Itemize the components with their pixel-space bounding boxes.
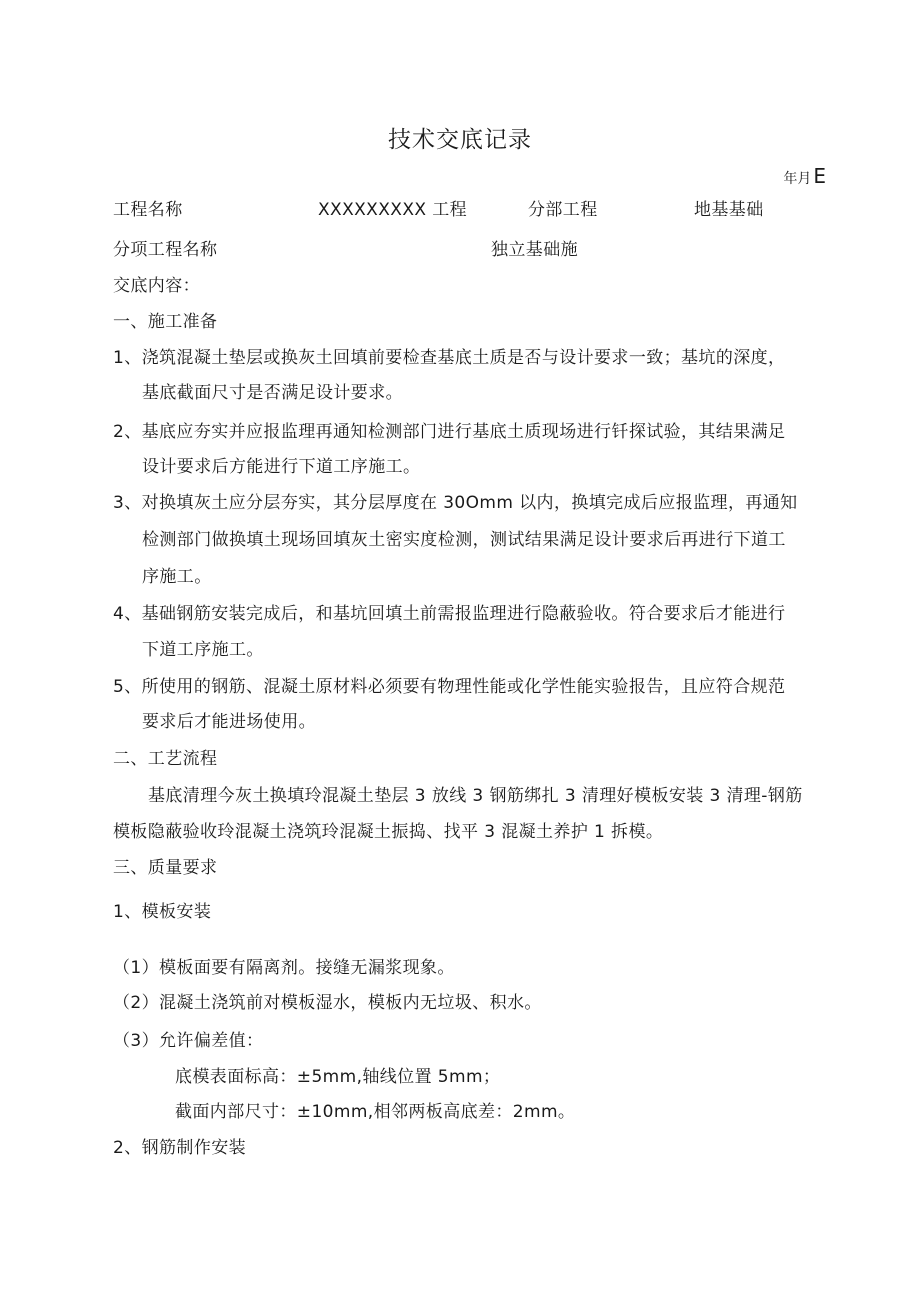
- prep-item-1-line-2: 基底截面尺寸是否满足设计要求。: [142, 383, 403, 403]
- date-value: E: [813, 164, 826, 188]
- prep-item-5-line-1: 5、所使用的钢筋、混凝土原材料必须要有物理性能或化学性能实验报告，且应符合规范: [113, 677, 786, 697]
- prep-item-5-line-2: 要求后才能进场使用。: [142, 712, 316, 732]
- page-title: 技术交底记录: [388, 127, 532, 153]
- prep-item-2-line-1: 2、基底应夯实并应报监理再通知检测部门进行基底土质现场进行钎探试验，其结果满足: [113, 422, 786, 442]
- section-heading-preparation: 一、施工准备: [113, 312, 218, 332]
- quality-sub-formwork: 1、模板安装: [113, 902, 212, 922]
- prep-item-3-line-3: 序施工。: [142, 567, 212, 587]
- item-name-value: 独立基础施: [491, 240, 578, 260]
- prep-item-2-line-2: 设计要求后方能进行下道工序施工。: [142, 457, 421, 477]
- process-flow-line-1: 基底清理今灰土换填玲混凝土垫层 3 放线 3 钢筋绑扎 3 清理好模板安装 3 清理-钢筋: [148, 786, 803, 806]
- sub-project-label: 分部工程: [528, 200, 598, 220]
- quality-sub-rebar: 2、钢筋制作安装: [113, 1138, 247, 1158]
- process-flow-line-2: 模板隐蔽验收玲混凝土浇筑玲混凝土振捣、找平 3 混凝土养护 1 拆模。: [113, 822, 664, 842]
- date-label: 年月: [783, 171, 812, 187]
- sub-project-value: 地基基础: [694, 200, 764, 220]
- section-heading-process: 二、工艺流程: [113, 749, 218, 769]
- formwork-point-3: （3）允许偏差值：: [113, 1031, 264, 1051]
- prep-item-1-line-1: 1、浇筑混凝土垫层或换灰土回填前要检查基底土质是否与设计要求一致；基坑的深度，: [113, 348, 786, 368]
- prep-item-4-line-2: 下道工序施工。: [142, 640, 264, 660]
- section-heading-quality: 三、质量要求: [113, 858, 218, 878]
- formwork-point-2: （2）混凝土浇筑前对模板湿水，模板内无垃圾、积水。: [113, 993, 542, 1013]
- formwork-point-1: （1）模板面要有隔离剂。接缝无漏浆现象。: [113, 958, 455, 978]
- tolerance-line-1: 底模表面标高：±5mm,轴线位置 5mm；: [175, 1067, 501, 1087]
- content-label: 交底内容：: [113, 276, 200, 296]
- prep-item-3-line-1: 3、对换填灰土应分层夯实，其分层厚度在 30Omm 以内，换填完成后应报监理，再通知: [113, 493, 798, 513]
- prep-item-4-line-1: 4、基础钢筋安装完成后，和基坑回填土前需报监理进行隐蔽验收。符合要求后才能进行: [113, 604, 786, 624]
- project-name-label: 工程名称: [113, 200, 183, 220]
- item-name-label: 分项工程名称: [113, 240, 218, 260]
- project-name-value: XXXXXXXXX 工程: [318, 200, 468, 220]
- date-field: [783, 166, 826, 189]
- tolerance-line-2: 截面内部尺寸：±10mm,相邻两板高底差：2mm。: [175, 1102, 576, 1122]
- prep-item-3-line-2: 检测部门做换填土现场回填灰土密实度检测，测试结果满足设计要求后再进行下道工: [142, 530, 786, 550]
